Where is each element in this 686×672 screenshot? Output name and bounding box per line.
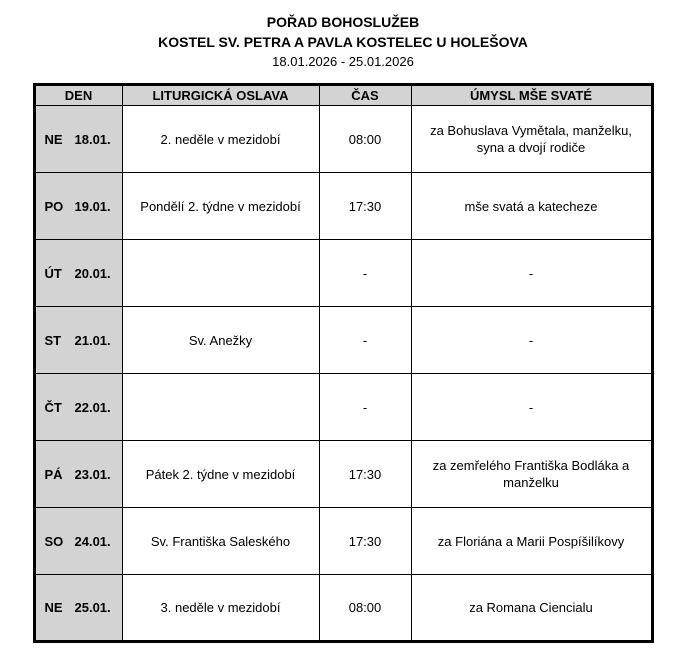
day-date: 18.01.: [74, 131, 111, 147]
intention-cell: -: [411, 240, 652, 307]
day-date: 24.01.: [74, 533, 111, 549]
table-row: [34, 106, 652, 173]
day-cell: [34, 307, 122, 374]
day-abbr: NE: [44, 131, 63, 147]
column-header-cas: ČAS: [319, 85, 411, 106]
day-abbr: ST: [44, 332, 62, 348]
day-abbr: ÚT: [44, 265, 62, 281]
header-row: [34, 85, 652, 106]
day-cell: [34, 441, 122, 508]
day-cell: [34, 508, 122, 575]
celebration-cell: Sv. Františka Saleského: [122, 508, 319, 575]
day-abbr: SO: [44, 533, 64, 549]
intention-cell: -: [411, 307, 652, 374]
schedule-table: [33, 83, 654, 643]
intention-cell: za Romana Ciencialu: [411, 575, 652, 642]
time-cell: 17:30: [319, 441, 411, 508]
table-row: [34, 173, 652, 240]
day-abbr: ČT: [44, 399, 62, 415]
intention-cell: za Floriána a Marii Pospíšilíkovy: [411, 508, 652, 575]
time-cell: 17:30: [319, 508, 411, 575]
celebration-cell: 3. neděle v mezidobí: [122, 575, 319, 642]
column-header-umysl: ÚMYSL MŠE SVATÉ: [411, 85, 652, 106]
document-title: POŘAD BOHOSLUŽEB: [266, 14, 420, 30]
table-row: [34, 374, 652, 441]
day-date: 23.01.: [74, 466, 111, 482]
day-cell: [34, 106, 122, 173]
intention-cell: za Bohuslava Vymětala, manželku, syna a dvojí rodiče: [411, 106, 652, 173]
table-row: [34, 240, 652, 307]
table-row: [34, 575, 652, 642]
table-row: [34, 508, 652, 575]
day-date: 21.01.: [74, 332, 111, 348]
day-cell: [34, 240, 122, 307]
day-abbr: NE: [44, 600, 63, 615]
church-name: KOSTEL SV. PETRA A PAVLA KOSTELEC U HOLEŠOVA: [158, 34, 528, 50]
intention-cell: -: [411, 374, 652, 441]
time-cell: -: [319, 307, 411, 374]
celebration-cell: Sv. Anežky: [122, 307, 319, 374]
day-cell: [34, 374, 122, 441]
intention-cell: mše svatá a katecheze: [411, 173, 652, 240]
table-row: [34, 441, 652, 508]
time-cell: 08:00: [319, 106, 411, 173]
day-date: 25.01.: [74, 600, 111, 615]
celebration-cell: Pondělí 2. týdne v mezidobí: [122, 173, 319, 240]
celebration-cell: 2. neděle v mezidobí: [122, 106, 319, 173]
day-date: 19.01.: [74, 198, 111, 214]
day-abbr: PÁ: [44, 466, 63, 482]
day-cell: [34, 575, 122, 642]
column-header-den: DEN: [34, 85, 122, 106]
time-cell: 08:00: [319, 575, 411, 642]
column-header-liturgicka-oslava: LITURGICKÁ OSLAVA: [122, 85, 319, 106]
day-date: 22.01.: [74, 399, 111, 415]
intention-cell: za zemřelého Františka Bodláka a manželku: [411, 441, 652, 508]
celebration-cell: [122, 374, 319, 441]
date-range: 18.01.2026 - 25.01.2026: [272, 54, 414, 69]
day-date: 20.01.: [74, 265, 111, 281]
celebration-cell: [122, 240, 319, 307]
document-header: [0, 0, 686, 71]
time-cell: -: [319, 374, 411, 441]
day-cell: [34, 173, 122, 240]
day-abbr: PO: [44, 198, 64, 214]
table-row: [34, 307, 652, 374]
celebration-cell: Pátek 2. týdne v mezidobí: [122, 441, 319, 508]
time-cell: 17:30: [319, 173, 411, 240]
time-cell: -: [319, 240, 411, 307]
